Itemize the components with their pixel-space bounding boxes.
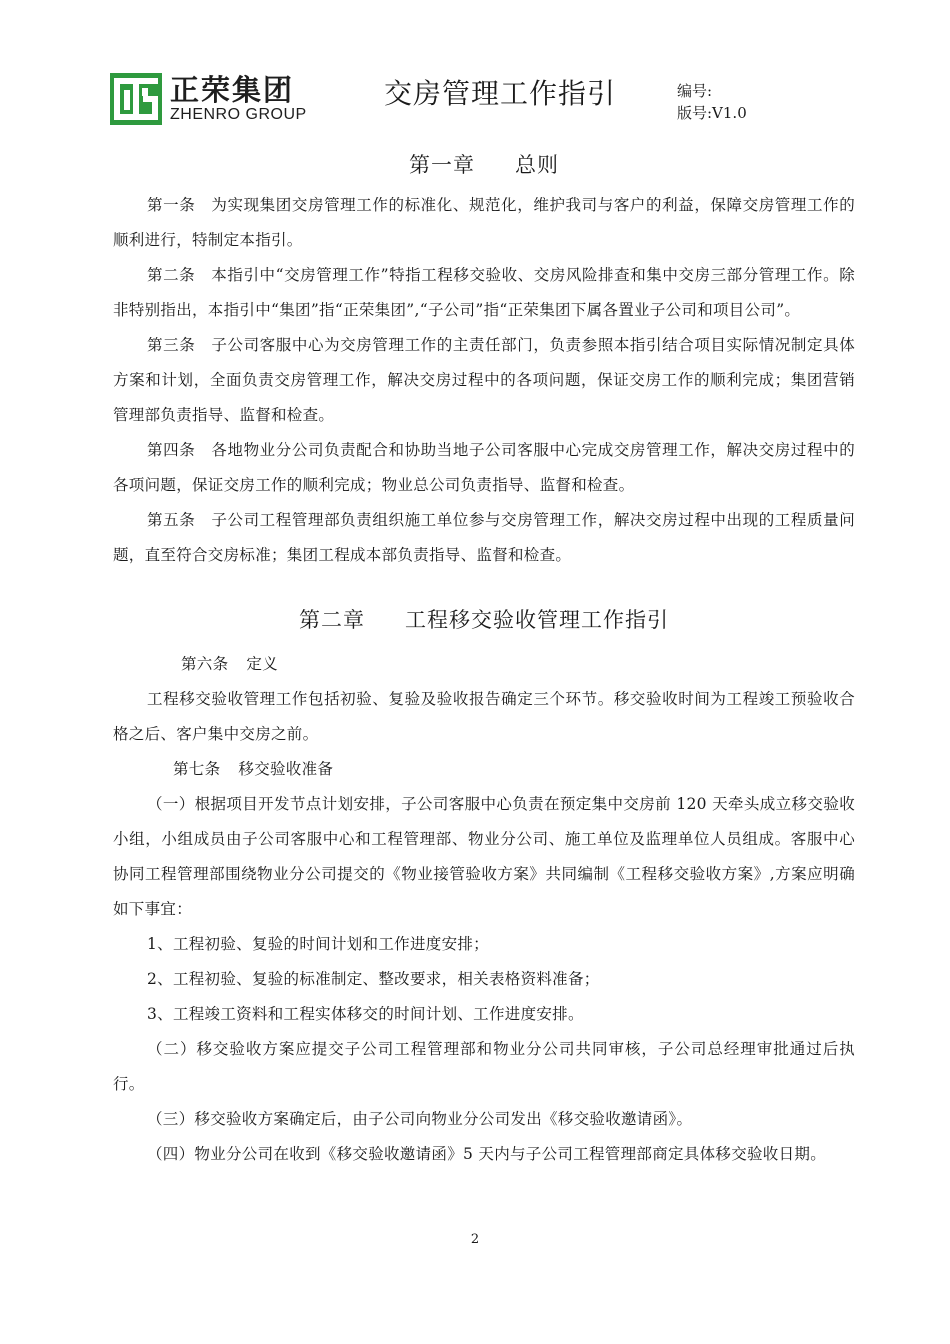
article-2: 第二条 本指引中“交房管理工作”特指工程移交验收、交房风险排查和集中交房三部分管理工作。除非特别指出，本指引中“集团”指“正荣集团”,“子公司”指“正荣集团下属各置业子公司和项目公司”。 [113,266,855,319]
article-1: 第一条 为实现集团交房管理工作的标准化、规范化，维护我司与客户的利益，保障交房管理工作的顺利进行，特制定本指引。 [113,196,855,249]
article-6-body: 工程移交验收管理工作包括初验、复验及验收报告确定三个环节。移交验收时间为工程竣工预验收合格之后、客户集中交房之前。 [113,690,855,743]
document-body [113,150,855,1172]
zhenro-logo-icon [110,73,162,125]
article-label: 第六条 [181,655,229,673]
article-label: 第七条 [173,760,221,778]
chapter-2-heading [113,605,855,647]
article-3: 第三条 子公司客服中心为交房管理工作的主责任部门，负责参照本指引结合项目实际情况制定具体方案和计划，全面负责交房管理工作，解决交房过程中的各项问题，保证交房工作的顺利完成；集团营销管理部负责指导、监督和检查。 [113,336,855,424]
chapter-number: 第一章 [409,153,475,177]
article-title: 移交验收准备 [238,760,334,778]
article-4: 第四条 各地物业分公司负责配合和协助当地子公司客服中心完成交房管理工作，解决交房过程中的各项问题，保证交房工作的顺利完成；物业总公司负责指导、监督和检查。 [113,441,855,494]
logo-chinese-name: 正荣集团 [170,72,295,107]
chapter-name: 总则 [515,153,559,177]
chapter-name: 工程移交验收管理工作指引 [405,608,669,632]
article-7-clause-4: （四）物业分公司在收到《移交验收邀请函》5 天内与子公司工程管理部商定具体移交验收日期。 [147,1145,826,1163]
logo-english-name: ZHENRO GROUP [170,105,307,123]
article-7-clause-2: （二）移交验收方案应提交子公司工程管理部和物业分公司共同审核，子公司总经理审批通过后执行。 [113,1040,855,1093]
article-title: 定义 [246,655,279,673]
document-code: 编号: [677,82,713,100]
article-7-clause-1: （一）根据项目开发节点计划安排，子公司客服中心负责在预定集中交房前 120 天牵头成立移交验收小组，小组成员由子公司客服中心和工程管理部、物业分公司、施工单位及监理单位人员组成。客服中心协同工程管理部围绕物业分公司提交的《物业接管验收方案》共同编制《工程移交验收方案》,方案应明确如下事宜： [113,795,855,918]
list-item: 2、工程初验、复验的标准制定、整改要求，相关表格资料准备； [147,970,600,988]
document-meta [677,80,747,124]
article-5: 第五条 子公司工程管理部负责组织施工单位参与交房管理工作，解决交房过程中出现的工程质量问题，直至符合交房标准；集团工程成本部负责指导、监督和检查。 [113,511,855,564]
company-logo [110,70,310,127]
article-7-heading [113,752,855,787]
chapter-number: 第二章 [299,608,365,632]
chapter-1-heading [113,150,855,188]
document-header [0,0,950,140]
document-title: 交房管理工作指引 [384,77,617,110]
page-number: 2 [470,1232,480,1247]
article-6-heading [113,647,855,682]
list-item: 1、工程初验、复验的时间计划和工作进度安排； [147,935,489,953]
document-version: 版号:V1.0 [677,104,747,122]
list-item: 3、工程竣工资料和工程实体移交的时间计划、工作进度安排。 [147,1005,584,1023]
article-7-clause-3: （三）移交验收方案确定后，由子公司向物业分公司发出《移交验收邀请函》。 [147,1110,693,1128]
